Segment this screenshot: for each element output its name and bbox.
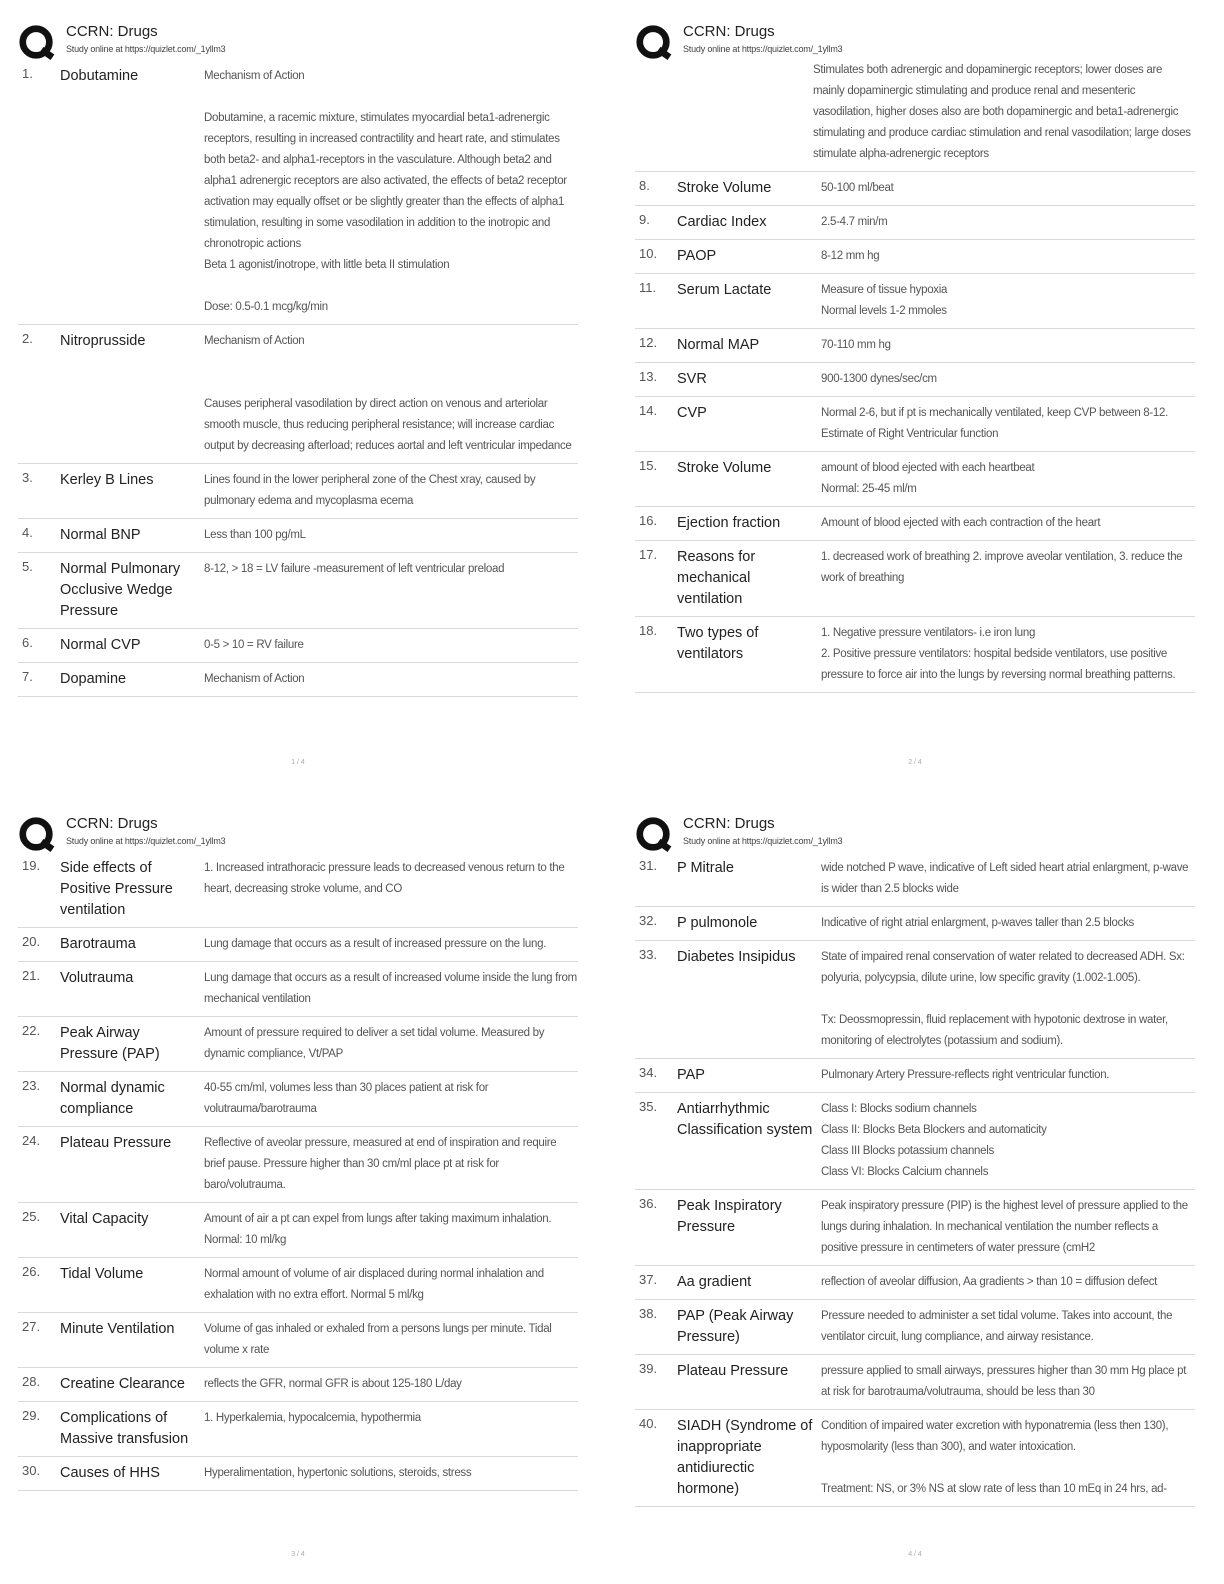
card-number: 40. [639, 1416, 658, 1431]
card-row [635, 206, 1195, 240]
card-term: SIADH (Syndrome of inappropriate antidiurectic hormone) [677, 1418, 813, 1497]
card-definition: Mechanism of Action [204, 673, 305, 685]
card-number: 15. [639, 458, 658, 473]
header-subtitle: Study online at https://quizlet.com/_1yllm3 [683, 836, 843, 846]
page-number: 4 / 4 [908, 1551, 922, 1558]
card-term: Normal BNP [60, 527, 141, 543]
card-term: Volutrauma [60, 970, 134, 986]
card-row [18, 852, 578, 928]
card-number: 9. [639, 212, 650, 227]
card-definition: Volume of gas inhaled or exhaled from a persons lungs per minute. Tidal volume x rate [204, 1323, 552, 1356]
card-definition: 1. Increased intrathoracic pressure leads to decreased venous return to the heart, decreasing stroke volume, and CO [204, 862, 565, 895]
card-definition: Lines found in the lower peripheral zone of the Chest xray, caused by pulmonary edema and mycoplasma ecema [204, 474, 536, 507]
card-term: Peak Airway Pressure (PAP) [60, 1025, 160, 1062]
card-definition: Measure of tissue hypoxia Normal levels 1-2 mmoles [821, 284, 948, 317]
card-term: Kerley B Lines [60, 472, 154, 488]
card-definition: 50-100 ml/beat [821, 182, 894, 194]
header-subtitle: Study online at https://quizlet.com/_1yllm3 [683, 44, 843, 54]
card-row [18, 464, 578, 519]
card-row [635, 452, 1195, 507]
card-term: Causes of HHS [60, 1465, 160, 1481]
card-term: Complications of Massive transfusion [60, 1410, 189, 1447]
card-term: Vital Capacity [60, 1211, 149, 1227]
card-definition: Condition of impaired water excretion with hyponatremia (less then 130), hyposmolarity (less than 300), and water intoxication. Treatment: NS, or 3% NS at slow rate of less than 10 mEq in 24 hrs, ad- [821, 1420, 1169, 1495]
card-definition: 2.5-4.7 min/m [821, 216, 888, 228]
card-row [635, 329, 1195, 363]
card-term: Minute Ventilation [60, 1321, 175, 1337]
card-row [635, 397, 1195, 452]
card-term: Side effects of Positive Pressure ventilation [60, 860, 173, 918]
card-definition: Pressure needed to administer a set tidal volume. Takes into account, the ventilator circuit, lung compliance, and airway resistance. [821, 1310, 1173, 1343]
card-definition: Amount of blood ejected with each contraction of the heart [821, 517, 1101, 529]
card-row [18, 1457, 578, 1491]
card-row [635, 1300, 1195, 1355]
card-definition: Lung damage that occurs as a result of increased volume inside the lung from mechanical ventilation [204, 972, 577, 1005]
card-number: 31. [639, 858, 658, 873]
card-definition: Normal 2-6, but if pt is mechanically ventilated, keep CVP between 8-12. Estimate of Right Ventricular function [821, 407, 1169, 440]
card-row [18, 1313, 578, 1368]
card-number: 39. [639, 1361, 658, 1376]
card-row [635, 240, 1195, 274]
card-row [18, 1402, 578, 1457]
card-number: 14. [639, 403, 658, 418]
card-definition: Hyperalimentation, hypertonic solutions, steroids, stress [204, 1467, 472, 1479]
card-term: Tidal Volume [60, 1266, 144, 1282]
card-number: 5. [22, 559, 33, 574]
card-definition: Mechanism of Action Dobutamine, a racemic mixture, stimulates myocardial beta1-adrenergic receptors, resulting in increased contractility and heart rate, and stimulates both beta2- and alpha1-receptors in the vasculature. Although beta2 and alpha1 adrenergic receptors are also activated, the effects of beta2 receptor activation may equally offset or be slightly greater than the effects of alpha1 stimulation, resulting in some vasodilation in addition to the inotropic and chronotropic actions Beta 1 agonist/inotrope, with little beta II stimulation Dose: 0.5-0.1 mcg/kg/min [204, 70, 567, 313]
card-number: 36. [639, 1196, 658, 1211]
card-number: 38. [639, 1306, 658, 1321]
card-definition: 70-110 mm hg [821, 339, 891, 351]
card-term: Creatine Clearance [60, 1376, 185, 1392]
page-2 [635, 18, 1195, 788]
card-definition: pressure applied to small airways, pressures higher than 30 mm Hg place pt at risk for barotrauma/volutrauma, should be less than 30 [821, 1365, 1187, 1398]
card-number: 28. [22, 1374, 41, 1389]
card-number: 6. [22, 635, 33, 650]
card-term: Nitroprusside [60, 333, 146, 349]
card-row [18, 60, 578, 325]
card-term: Antiarrhythmic Classification system [677, 1101, 813, 1138]
quizlet-logo-icon [18, 24, 56, 62]
card-definition: Amount of air a pt can expel from lungs after taking maximum inhalation. Normal: 10 ml/kg [204, 1213, 552, 1246]
card-row [635, 907, 1195, 941]
quizlet-logo-icon [635, 24, 673, 62]
card-number: 17. [639, 547, 658, 562]
page-3 [18, 810, 578, 1580]
card-row [18, 1017, 578, 1072]
card-row [635, 1190, 1195, 1266]
card-number: 13. [639, 369, 658, 384]
card-number: 1. [22, 66, 33, 81]
card-definition: Indicative of right atrial enlargment, p-waves taller than 2.5 blocks [821, 917, 1134, 929]
quizlet-logo-icon [18, 816, 56, 854]
header-subtitle: Study online at https://quizlet.com/_1yllm3 [66, 836, 226, 846]
card-number: 32. [639, 913, 658, 928]
page-4 [635, 810, 1195, 1580]
card-number: 21. [22, 968, 41, 983]
card-row [18, 519, 578, 553]
card-definition: 1. Hyperkalemia, hypocalcemia, hypothermia [204, 1412, 421, 1424]
card-term: Dobutamine [60, 68, 139, 84]
card-number: 12. [639, 335, 658, 350]
header-title: CCRN: Drugs [683, 23, 775, 40]
card-number: 10. [639, 246, 658, 261]
card-term: Stroke Volume [677, 180, 772, 196]
card-number: 23. [22, 1078, 41, 1093]
card-term: Diabetes Insipidus [677, 949, 796, 965]
card-term: Normal CVP [60, 637, 141, 653]
card-number: 19. [22, 858, 41, 873]
card-number: 33. [639, 947, 658, 962]
card-row [635, 1059, 1195, 1093]
card-number: 25. [22, 1209, 41, 1224]
card-term: P pulmonole [677, 915, 758, 931]
card-number: 8. [639, 178, 650, 193]
card-list [635, 852, 1195, 1507]
card-row [18, 1203, 578, 1258]
card-number: 35. [639, 1099, 658, 1114]
page-1 [18, 18, 578, 788]
card-list [18, 60, 578, 697]
card-row [635, 1093, 1195, 1190]
card-number: 27. [22, 1319, 41, 1334]
card-number: 37. [639, 1272, 658, 1287]
card-term: Normal MAP [677, 337, 760, 353]
card-number: 7. [22, 669, 33, 684]
card-definition: Class I: Blocks sodium channels Class II: Blocks Beta Blockers and automaticity Class III Blocks potassium channels Class VI: Blocks Calcium channels [821, 1103, 1047, 1178]
card-row [18, 1127, 578, 1203]
card-term: Plateau Pressure [60, 1135, 172, 1151]
card-term: PAOP [677, 248, 717, 264]
page-header [635, 810, 1195, 852]
quizlet-logo-icon [635, 816, 673, 854]
card-term: Normal Pulmonary Occlusive Wedge Pressure [60, 561, 181, 619]
card-term: Plateau Pressure [677, 1363, 789, 1379]
card-row [635, 507, 1195, 541]
card-definition: Reflective of aveolar pressure, measured at end of inspiration and require brief pause. Pressure higher than 30 cm/ml place pt at risk for baro/volutrauma. [204, 1137, 557, 1191]
card-number: 11. [639, 280, 657, 295]
card-number: 24. [22, 1133, 41, 1148]
card-number: 34. [639, 1065, 658, 1080]
card-definition: Mechanism of Action Causes peripheral vasodilation by direct action on venous and arteriolar smooth muscle, thus reducing peripheral resistance; will increase cardiac output by decreasing afterload; reduces aortal and left ventricular impedance [204, 335, 572, 452]
card-number: 2. [22, 331, 33, 346]
card-definition: wide notched P wave, indicative of Left sided heart atrial enlargment, p-wave is wider than 2.5 blocks wide [821, 862, 1189, 895]
card-continuation: Stimulates both adrenergic and dopaminergic receptors; lower doses are mainly dopaminergic stimulating and produce renal and mesenteric vasodilation, higher doses also are both dopaminergic and beta1-adrenergic stimulating and produce cardiac stimulation and renal vasodilation; large doses stimulate alpha-adrenergic receptors [635, 60, 1195, 172]
page-number: 2 / 4 [908, 759, 922, 766]
card-row [635, 617, 1195, 693]
card-term: Barotrauma [60, 936, 136, 952]
header-subtitle: Study online at https://quizlet.com/_1yllm3 [66, 44, 226, 54]
card-term: Peak Inspiratory Pressure [677, 1198, 782, 1235]
card-list [18, 852, 578, 1491]
page-number: 1 / 4 [291, 759, 305, 766]
card-definition: reflects the GFR, normal GFR is about 125-180 L/day [204, 1378, 462, 1390]
card-term: Stroke Volume [677, 460, 772, 476]
card-row [635, 852, 1195, 907]
card-definition: 1. decreased work of breathing 2. improve aveolar ventilation, 3. reduce the work of breathing [821, 551, 1183, 584]
card-term: Reasons for mechanical ventilation [677, 549, 756, 607]
card-number: 26. [22, 1264, 41, 1279]
card-term: Normal dynamic compliance [60, 1080, 165, 1117]
card-row [635, 172, 1195, 206]
card-row [18, 325, 578, 464]
card-definition: Peak inspiratory pressure (PIP) is the highest level of pressure applied to the lungs during inhalation. In mechanical ventilation the number reflects a positive pressure in centimeters of water pressure (cmH2 [821, 1200, 1188, 1254]
card-row [18, 629, 578, 663]
card-definition: 1. Negative pressure ventilators- i.e iron lung 2. Positive pressure ventilators: hospital bedside ventilators, use positive pressure to force air into the lungs by reversing normal breathing patterns. [821, 627, 1176, 681]
card-definition: Amount of pressure required to deliver a set tidal volume. Measured by dynamic compliance, Vt/PAP [204, 1027, 545, 1060]
card-list [635, 172, 1195, 693]
header-title: CCRN: Drugs [683, 815, 775, 832]
card-term: Ejection fraction [677, 515, 781, 531]
card-row [18, 1258, 578, 1313]
card-term: Two types of ventilators [677, 625, 759, 662]
page-number: 3 / 4 [291, 1551, 305, 1558]
card-term: Dopamine [60, 671, 127, 687]
card-definition: 40-55 cm/ml, volumes less than 30 places patient at risk for volutrauma/barotrauma [204, 1082, 489, 1115]
card-number: 20. [22, 934, 41, 949]
card-term: CVP [677, 405, 707, 421]
card-number: 18. [639, 623, 658, 638]
card-term: PAP [677, 1067, 705, 1083]
card-term: Serum Lactate [677, 282, 772, 298]
card-definition: reflection of aveolar diffusion, Aa gradients > than 10 = diffusion defect [821, 1276, 1158, 1288]
card-definition: Pulmonary Artery Pressure-reflects right ventricular function. [821, 1069, 1110, 1081]
card-row [635, 1410, 1195, 1507]
card-row [18, 663, 578, 697]
card-term: P Mitrale [677, 860, 734, 876]
card-row [18, 962, 578, 1017]
card-number: 30. [22, 1463, 41, 1478]
card-row [635, 1355, 1195, 1410]
card-definition: Lung damage that occurs as a result of increased pressure on the lung. [204, 938, 547, 950]
page-header [18, 810, 578, 852]
card-definition: 900-1300 dynes/sec/cm [821, 373, 937, 385]
card-term: Aa gradient [677, 1274, 752, 1290]
card-definition: Normal amount of volume of air displaced during normal inhalation and exhalation with no extra effort. Normal 5 ml/kg [204, 1268, 544, 1301]
page-header [635, 18, 1195, 60]
card-term: SVR [677, 371, 707, 387]
card-row [18, 1368, 578, 1402]
card-row [18, 1072, 578, 1127]
card-row [635, 363, 1195, 397]
header-title: CCRN: Drugs [66, 815, 158, 832]
card-row [18, 928, 578, 962]
card-definition: Less than 100 pg/mL [204, 529, 306, 541]
card-number: 4. [22, 525, 33, 540]
card-number: 3. [22, 470, 33, 485]
card-number: 29. [22, 1408, 41, 1423]
card-definition: 8-12, > 18 = LV failure -measurement of left ventricular preload [204, 563, 505, 575]
card-definition: amount of blood ejected with each heartbeat Normal: 25-45 ml/m [821, 462, 1035, 495]
card-row [635, 274, 1195, 329]
card-term: Cardiac Index [677, 214, 767, 230]
card-row [18, 553, 578, 629]
card-row [635, 941, 1195, 1059]
card-number: 16. [639, 513, 658, 528]
header-title: CCRN: Drugs [66, 23, 158, 40]
card-number: 22. [22, 1023, 41, 1038]
card-definition: State of impaired renal conservation of water related to decreased ADH. Sx: polyuria, polycypsia, dilute urine, low specific gravity (1.002-1.005). Tx: Deossmopressin, fluid replacement with hypotonic dextrose in water, monitoring of electrolytes (potassium and sodium). [821, 951, 1185, 1047]
card-term: PAP (Peak Airway Pressure) [677, 1308, 794, 1345]
card-definition: 0-5 > 10 = RV failure [204, 639, 304, 651]
page-header [18, 18, 578, 60]
card-definition: 8-12 mm hg [821, 250, 880, 262]
card-row [635, 541, 1195, 617]
card-row [635, 1266, 1195, 1300]
